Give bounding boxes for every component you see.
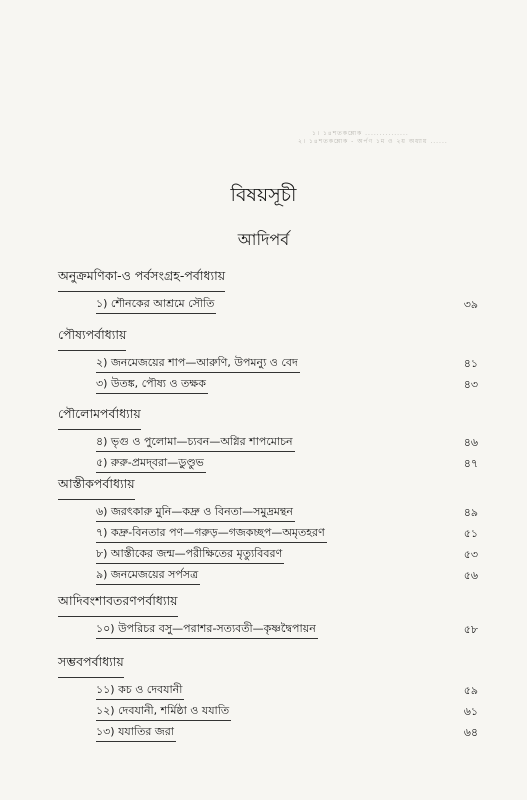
- toc-entry: [58, 544, 478, 565]
- entry-title: ৪) ভৃগু ও পুলোমা—চ্যবন—অগ্নির শাপমোচন: [96, 433, 295, 452]
- entry-title: ৩) উতঙ্ক, পৌষ্য ও তক্ষক: [96, 375, 208, 394]
- entry-title: ৫) রুরু-প্রমদ্‌বরা—ডুণ্ডুভ: [96, 454, 206, 473]
- faint-mark-line-2: ২। ১৪শতকশ্লোক - অর্পণ ১ম ও ২য় অধ্যায় ......: [298, 138, 448, 145]
- section-heading: পৌলোমপর্বাধ্যায়: [58, 406, 141, 430]
- page-title: বিষয়সূচী: [230, 184, 297, 206]
- entry-title: ১১) কচ ও দেবযানী: [96, 681, 184, 700]
- toc-section: [58, 265, 478, 315]
- entry-title: ২) জনমেজয়ের শাপ—আরুণি, উপমন্যু ও বেদ: [96, 354, 300, 373]
- toc-entry: [58, 502, 478, 523]
- section-heading: আদিবংশাবতরণপর্বাধ্যায়: [58, 593, 178, 617]
- toc-entry: [58, 680, 478, 701]
- toc-entry: [58, 374, 478, 395]
- entry-title: ১) শৌনকের আশ্রমে সৌতি: [96, 295, 216, 314]
- entry-title: ৯) জনমেজয়ের সর্পসত্র: [96, 566, 200, 585]
- toc-entry: [58, 523, 478, 544]
- toc-entry: [58, 701, 478, 722]
- entry-page-number: ৫৮: [463, 623, 478, 636]
- toc-entry: [58, 453, 478, 474]
- toc-section: [58, 590, 478, 640]
- faint-mark-line-1: ১। ১৪শতকশ্লোক ...............: [312, 130, 409, 137]
- toc-entry: [58, 432, 478, 453]
- entry-page-number: ৪৯: [463, 506, 478, 519]
- entry-title: ১০) উপরিচর বসু—পরাশর-সত্যবতী—কৃষ্ণদ্বৈপায়ন: [96, 620, 318, 639]
- toc-section: [58, 473, 478, 586]
- toc-entry: [58, 619, 478, 640]
- section-heading: পৌষ্যপর্বাধ্যায়: [58, 327, 126, 351]
- toc-entry: [58, 565, 478, 586]
- entry-page-number: ৫৯: [463, 684, 478, 697]
- entry-page-number: ৫৬: [463, 569, 478, 582]
- page-subtitle: আদিপর্ব: [237, 230, 290, 249]
- entry-page-number: ৫৩: [463, 548, 478, 561]
- entry-page-number: ৪৭: [463, 457, 478, 470]
- toc-entry: [58, 722, 478, 743]
- entry-title: ৭) কদ্রু-বিনতার পণ—গরুড়—গজকচ্ছপ—অমৃতহরণ: [96, 524, 327, 543]
- entry-page-number: ৬৪: [463, 726, 478, 739]
- entry-page-number: ৩৯: [463, 298, 478, 311]
- entry-page-number: ৫১: [463, 527, 478, 540]
- entry-page-number: ৬১: [463, 705, 478, 718]
- entry-title: ৬) জরৎকারু মুনি—কদ্রু ও বিনতা—সমুদ্রমন্থন: [96, 503, 295, 522]
- entry-title: ১২) দেবযানী, শর্মিষ্ঠা ও যযাতি: [96, 702, 231, 721]
- section-heading: সম্ভবপর্বাধ্যায়: [58, 654, 124, 678]
- entry-title: ৮) আস্তীকের জন্ম—পরীক্ষিতের মৃত্যুবিবরণ: [96, 545, 284, 564]
- entry-page-number: ৪৬: [463, 436, 478, 449]
- toc-entry: [58, 294, 478, 315]
- toc-section: [58, 651, 478, 743]
- section-heading: অনুক্রমণিকা-ও পর্বসংগ্রহ-পর্বাধ্যায়: [58, 268, 225, 292]
- toc-entry: [58, 353, 478, 374]
- entry-title: ১৩) যযাতির জরা: [96, 723, 176, 742]
- toc-section: [58, 403, 478, 474]
- entry-page-number: ৪১: [463, 357, 478, 370]
- section-heading: আস্তীকপর্বাধ্যায়: [58, 476, 135, 500]
- entry-page-number: ৪৩: [463, 378, 478, 391]
- toc-section: [58, 324, 478, 395]
